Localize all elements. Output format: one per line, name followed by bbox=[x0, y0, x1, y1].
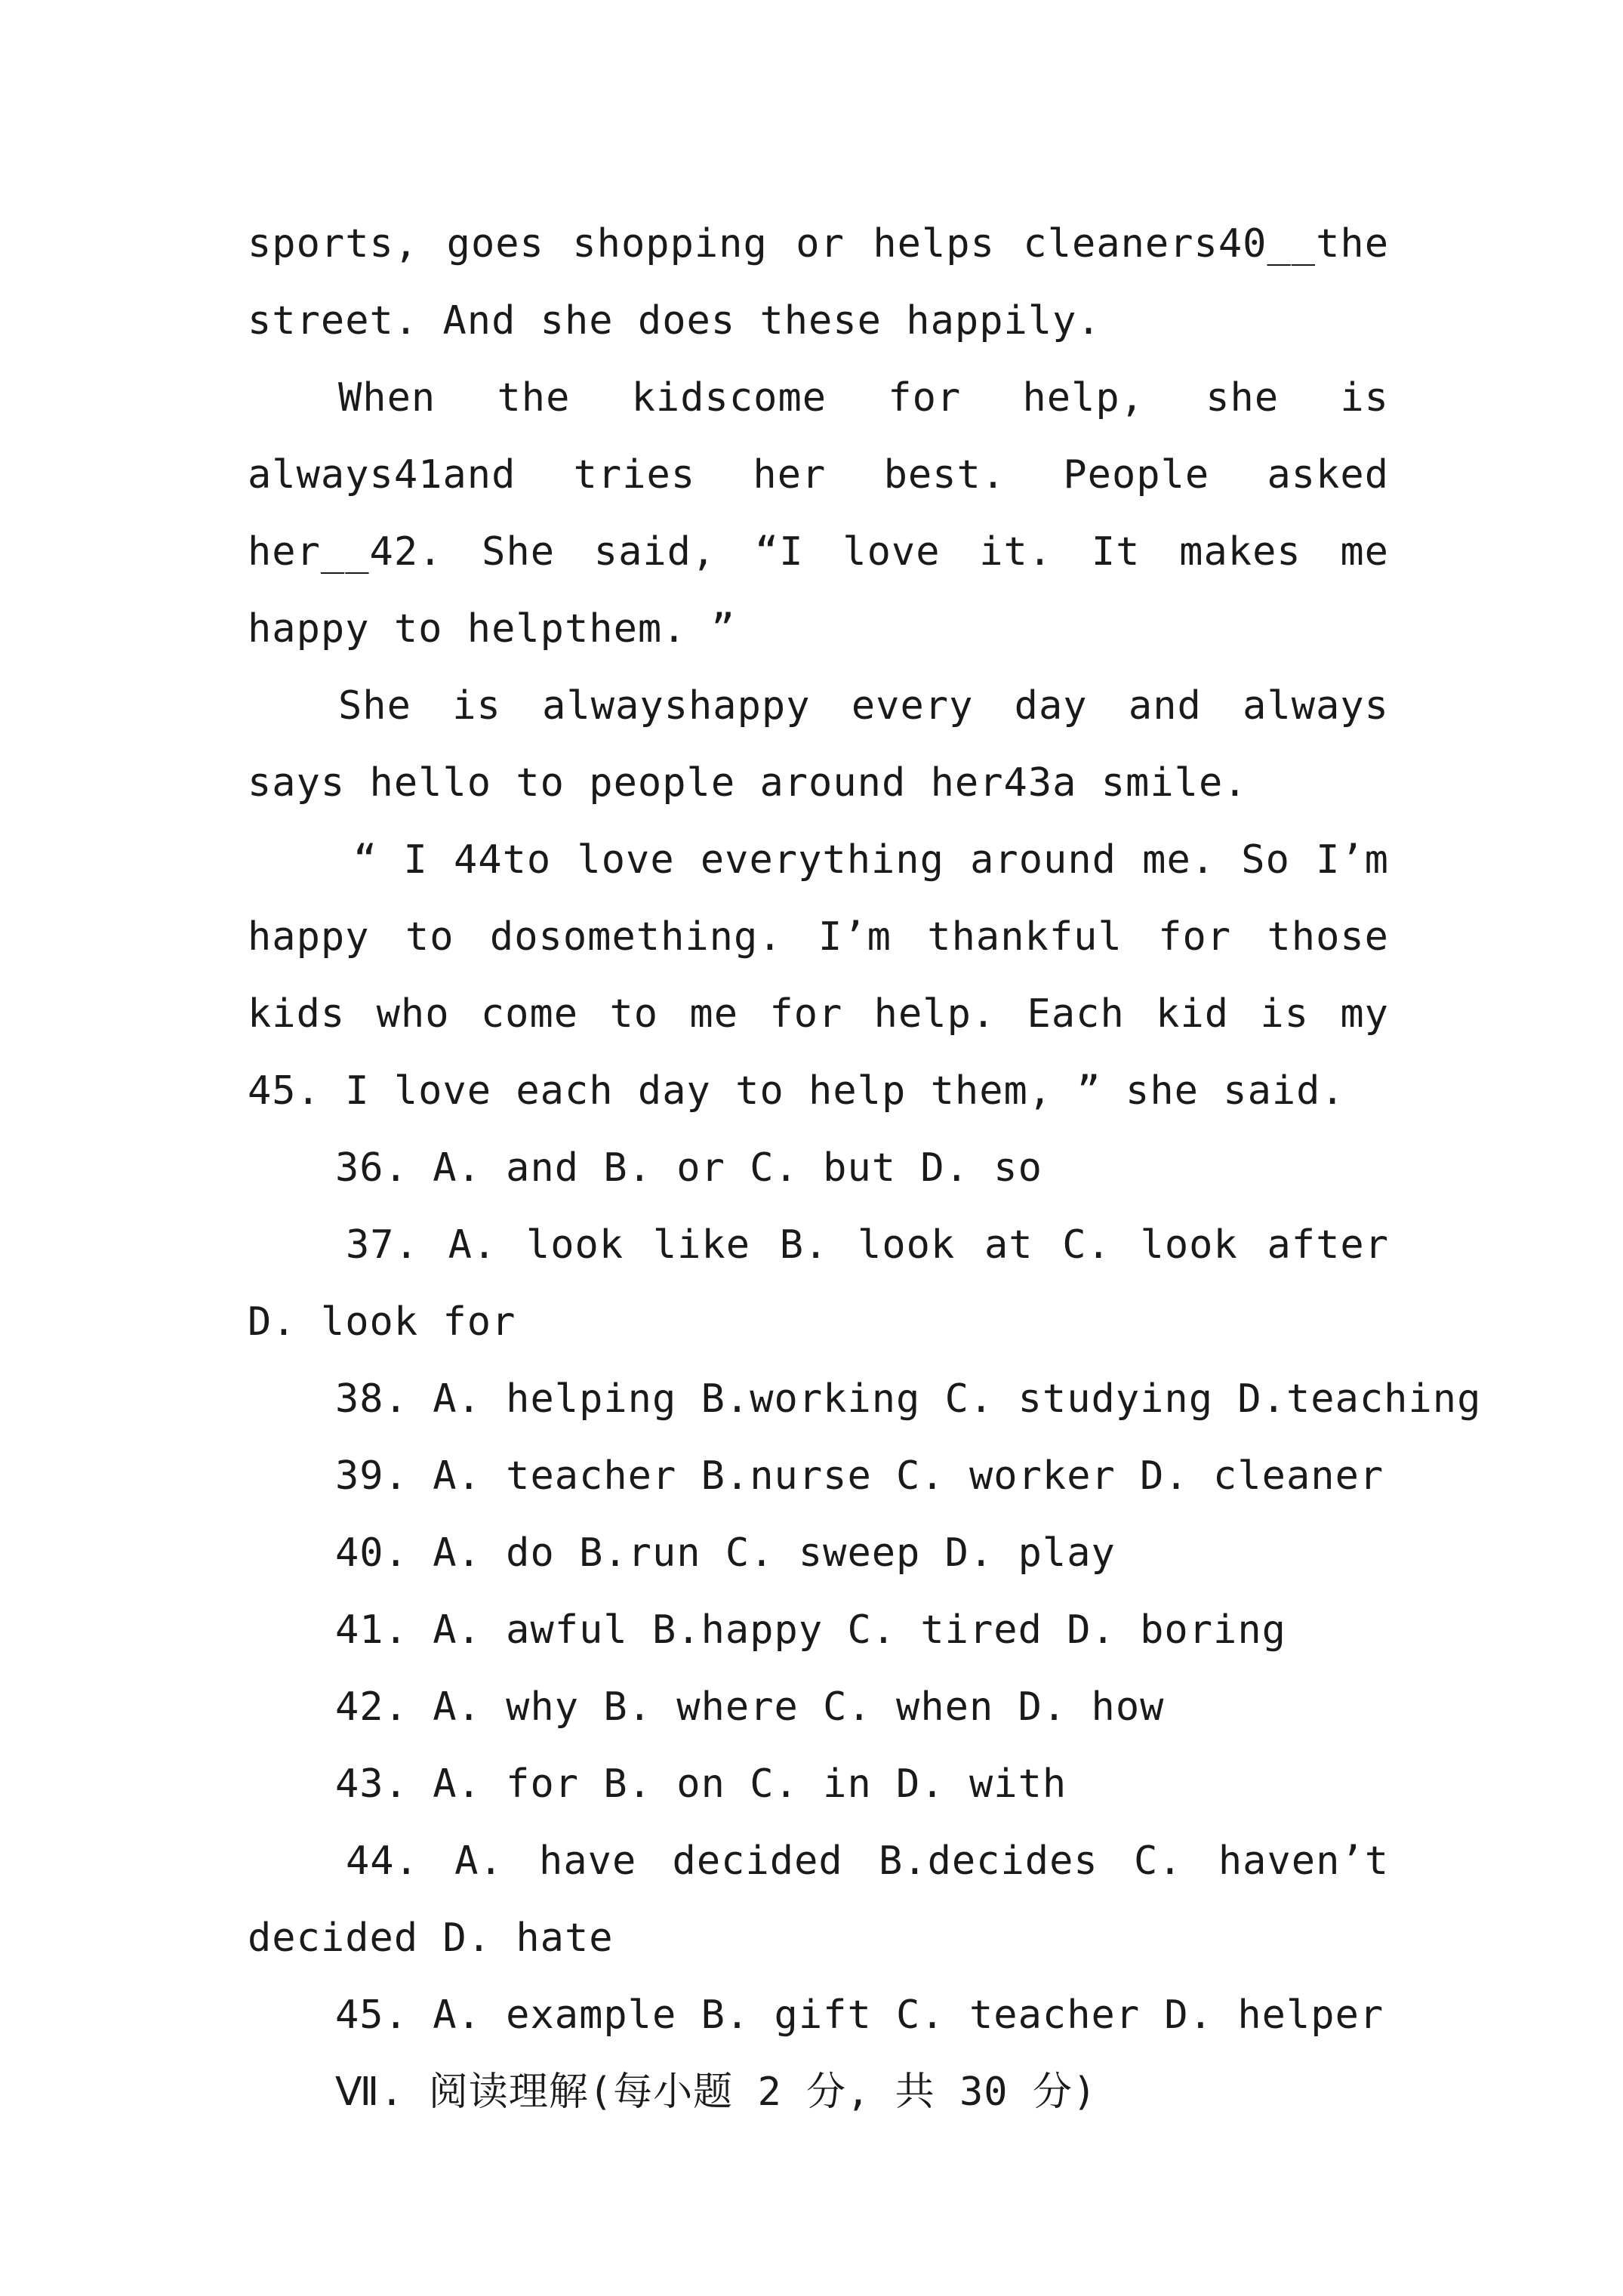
question-43: 43. A. for B. on C. in D. with bbox=[335, 1761, 1067, 1807]
question-39: 39. A. teacher B.nurse C. worker D. cleaner bbox=[335, 1453, 1384, 1499]
question-44: 44. A. have decided B.decides C. haven’t decided D. hate bbox=[248, 1838, 1389, 1961]
question-36: 36. A. and B. or C. but D. so bbox=[335, 1145, 1042, 1191]
exam-text-body bbox=[248, 205, 1482, 2131]
passage-paragraph: She is alwayshappy every day and always says hello to people around her43a smile. bbox=[248, 683, 1389, 806]
question-37: 37. A. look like B. look at C. look after D. look for bbox=[248, 1222, 1389, 1345]
passage-paragraph: sports, goes shopping or helps cleaners40__the street. And she does these happily. bbox=[248, 221, 1389, 344]
question-40: 40. A. do B.run C. sweep D. play bbox=[335, 1530, 1116, 1576]
passage-paragraph: When the kidscome for help, she is always41and tries her best. People asked her__42. She said, “I love it. It makes me happy to helpthem. ” bbox=[248, 375, 1389, 652]
passage-paragraph: “ I 44to love everything around me. So I’m happy to dosomething. I’m thankful for those kids who come to me for help. Each kid is my 45. I love each day to help them, ” she said. bbox=[248, 837, 1389, 1114]
question-38: 38. A. helping B.working C. studying D.teaching bbox=[335, 1376, 1482, 1422]
question-45: 45. A. example B. gift C. teacher D. helper bbox=[335, 1992, 1384, 2038]
question-41: 41. A. awful B.happy C. tired D. boring bbox=[335, 1607, 1286, 1653]
question-42: 42. A. why B. where C. when D. how bbox=[335, 1684, 1165, 1730]
section-heading: Ⅶ. 阅读理解(每小题 2 分, 共 30 分) bbox=[335, 2069, 1098, 2115]
